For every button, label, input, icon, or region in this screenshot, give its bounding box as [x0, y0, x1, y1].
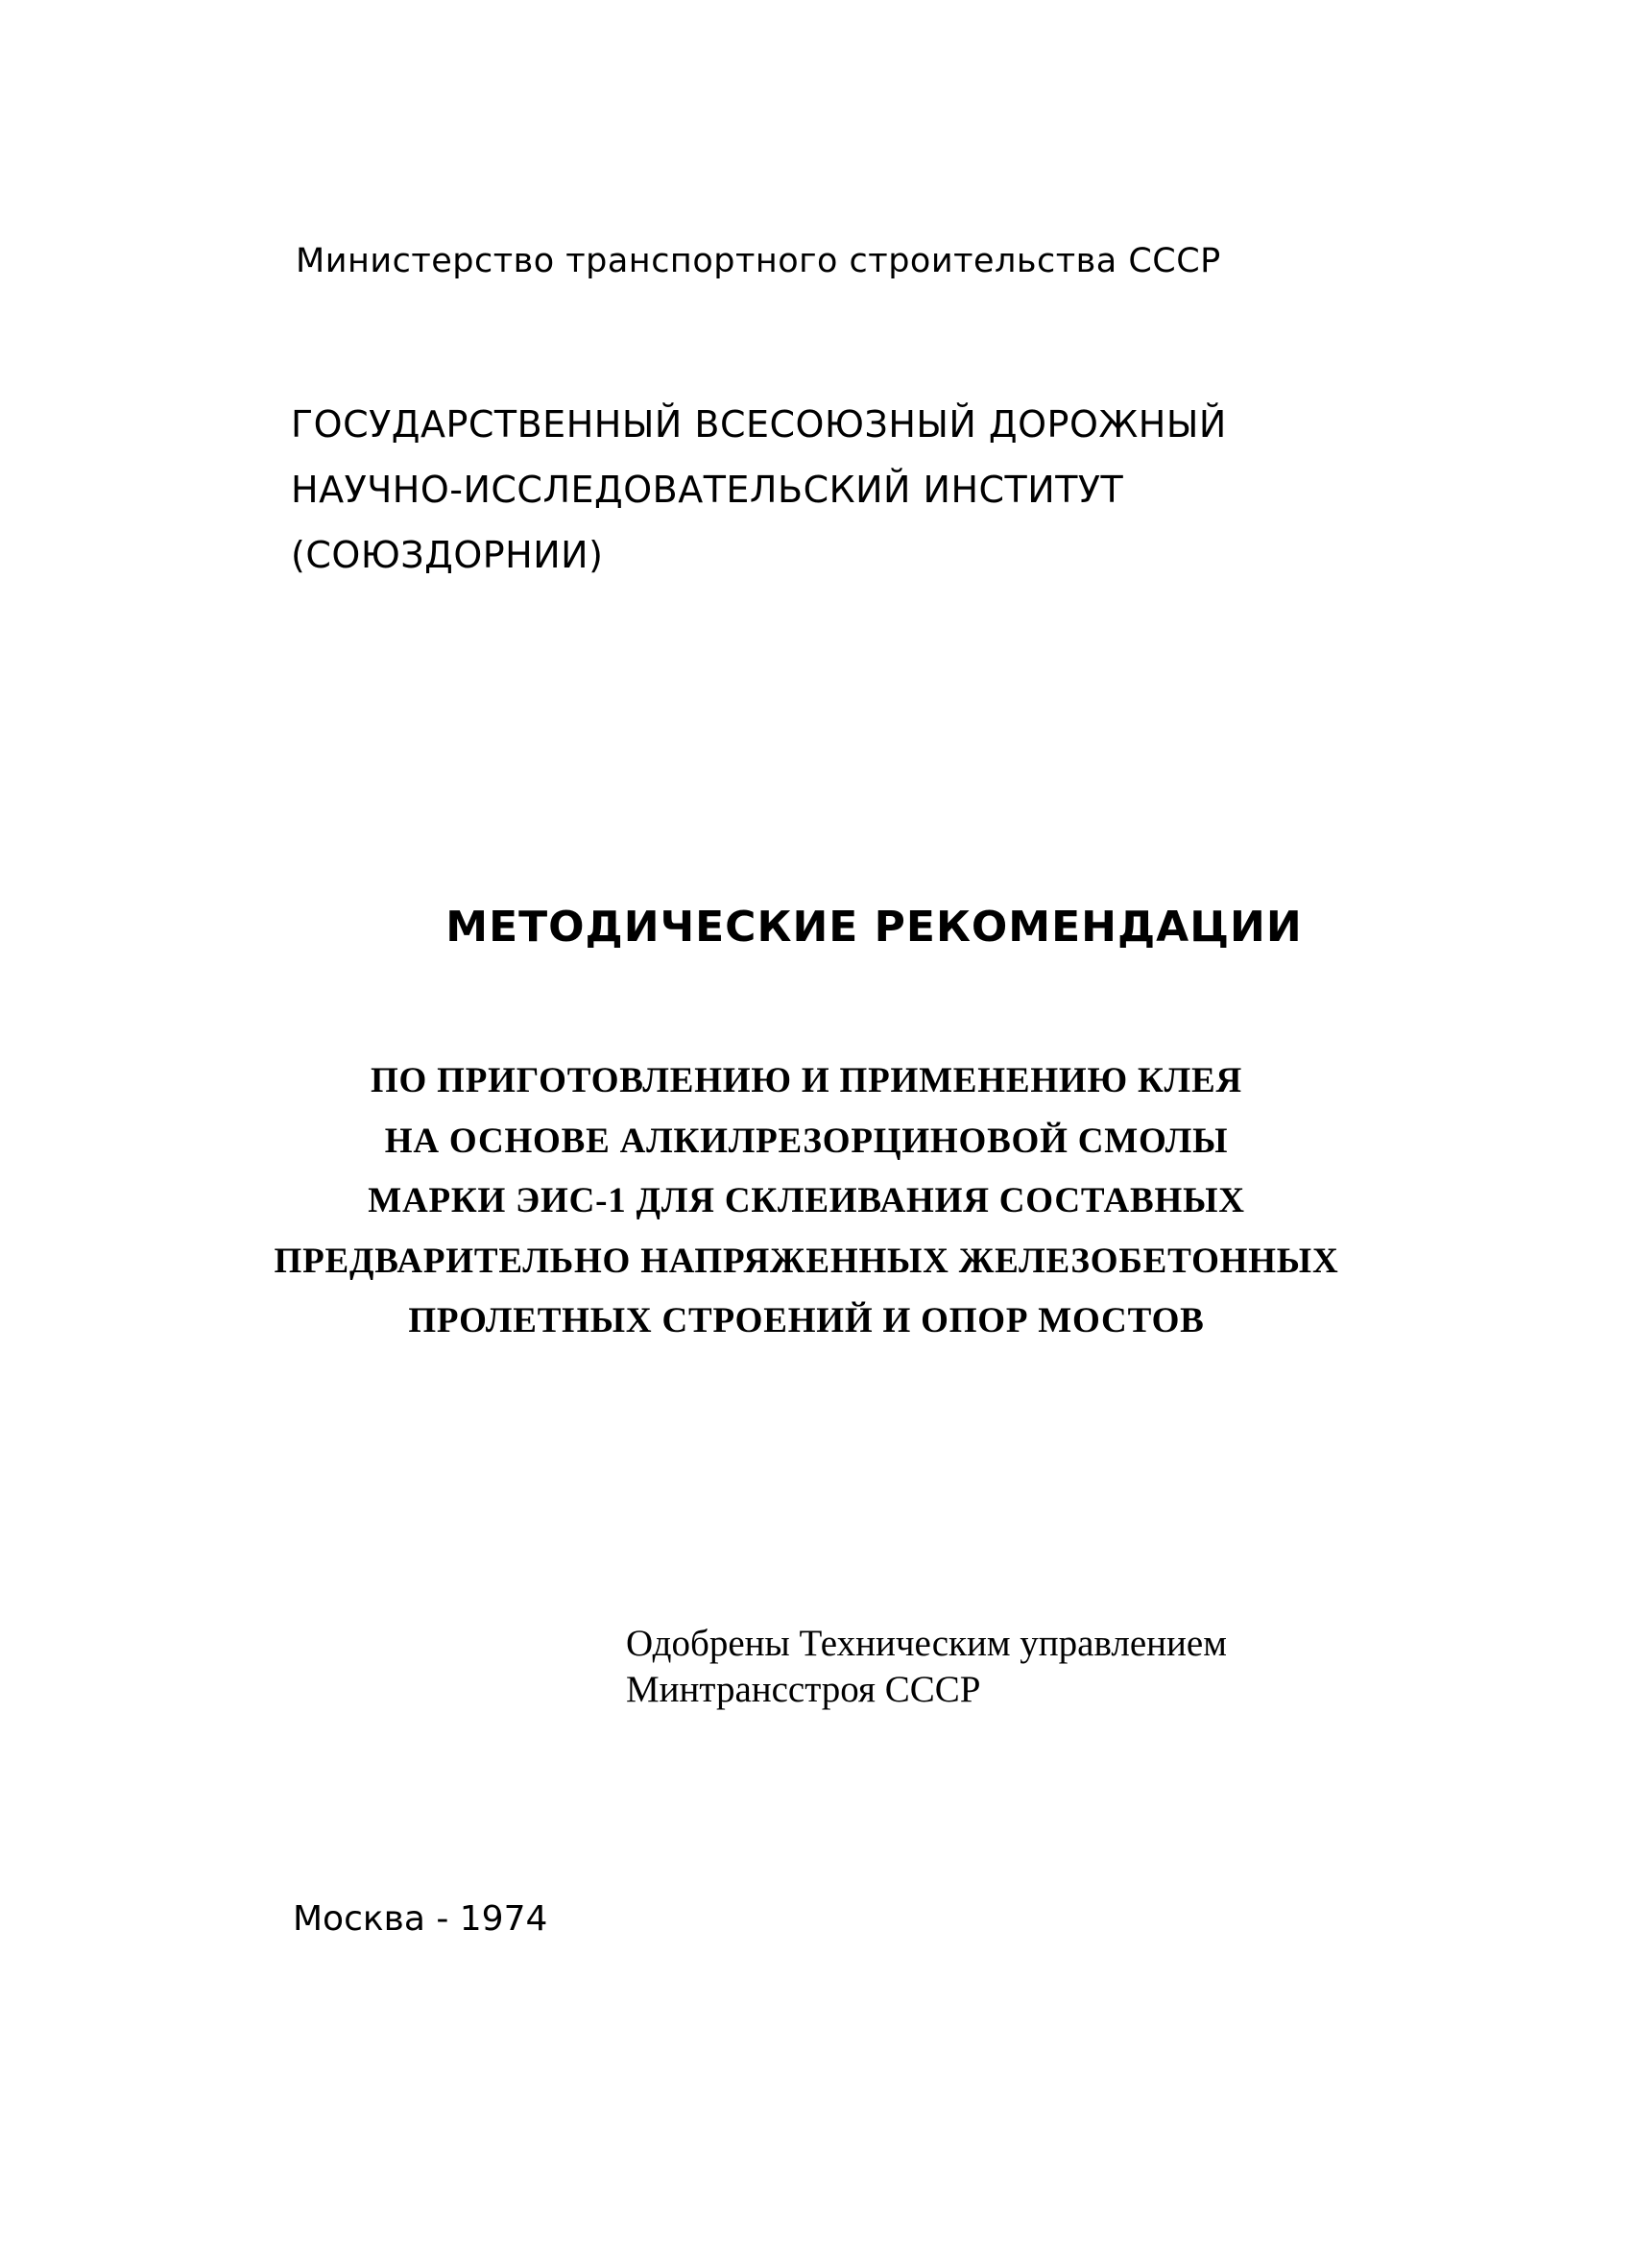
- approval-line: Минтрансстроя СССР: [626, 1669, 981, 1710]
- subject-line: МАРКИ ЭИС-1 ДЛЯ СКЛЕИВАНИЯ СОСТАВНЫХ: [368, 1181, 1245, 1220]
- ministry-name: Министерство транспортного строительства СССР: [296, 242, 1221, 280]
- document-subject: [230, 1051, 1382, 1352]
- institute-line: НАУЧНО-ИССЛЕДОВАТЕЛЬСКИЙ ИНСТИТУТ: [291, 469, 1124, 511]
- subject-line: ПРОЛЕТНЫХ СТРОЕНИЙ И ОПОР МОСТОВ: [408, 1301, 1205, 1340]
- institute-abbreviation: (СОЮЗДОРНИИ): [291, 534, 604, 576]
- institute-line: ГОСУДАРСТВЕННЫЙ ВСЕСОЮЗНЫЙ ДОРОЖНЫЙ: [291, 403, 1227, 446]
- approval-note: [626, 1621, 1227, 1713]
- subject-line: НА ОСНОВЕ АЛКИЛРЕЗОРЦИНОВОЙ СМОЛЫ: [384, 1121, 1229, 1161]
- publication-place-year: Москва - 1974: [293, 1899, 548, 1939]
- subject-line: ПРЕДВАРИТЕЛЬНО НАПРЯЖЕННЫХ ЖЕЛЕЗОБЕТОННЫХ: [274, 1241, 1339, 1281]
- approval-line: Одобрены Техническим управлением: [626, 1623, 1227, 1664]
- subject-line: ПО ПРИГОТОВЛЕНИЮ И ПРИМЕНЕНИЮ КЛЕЯ: [370, 1061, 1243, 1100]
- document-type-heading: МЕТОДИЧЕСКИЕ РЕКОМЕНДАЦИИ: [445, 903, 1303, 952]
- institute-name: [291, 392, 1227, 588]
